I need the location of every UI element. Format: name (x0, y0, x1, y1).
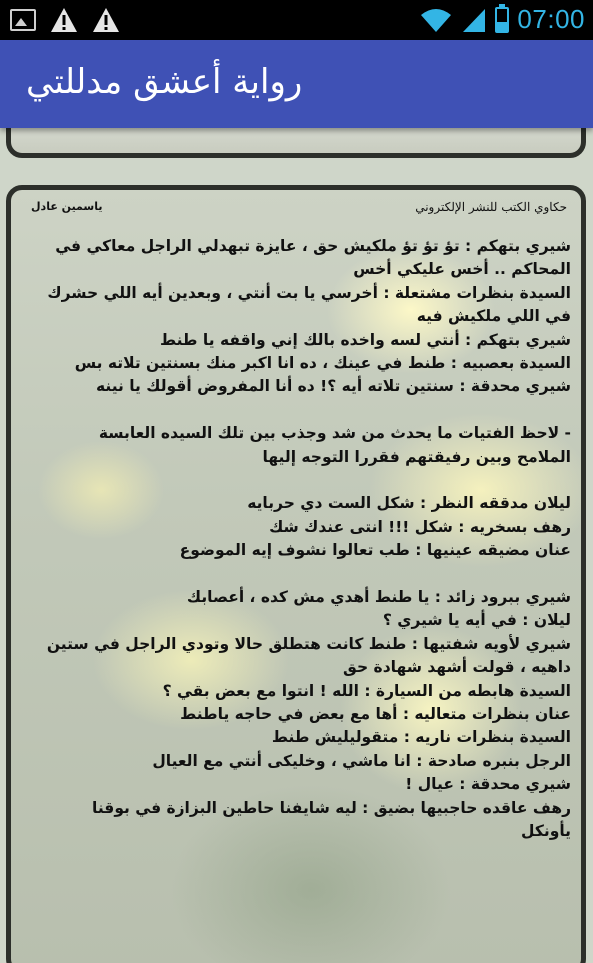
story-line: شيري بتهكم : أنتي لسه واخده بالك إني واقفه يا طنط (159, 330, 571, 349)
story-line: ليلان : في أيه يا شيري ؟ (382, 611, 571, 630)
story-line: شيري لأويه شفتيها : طنط كانت هتطلق حالا وتودي الراجل في ستين (46, 634, 571, 653)
story-line: - لاحظ الفتيات ما يحدث من شد وجذب بين تلك السيده العابسة (98, 424, 571, 443)
story-line: شيري محدقة : سنتين تلاته أيه ؟! ده أنا المفروض أقولك يا نينه (95, 377, 571, 396)
story-line: يأونكل (521, 822, 571, 841)
story-line: السيدة بنظرات مشتعلة : أخرسي يا بت أنتي ، وبعدين أيه اللي حشرك (47, 283, 571, 302)
story-line: رهف عاقده حاجبيها بضيق : ليه شايفنا حاطين البزازة في بوقنا (92, 798, 571, 817)
battery-icon (495, 7, 509, 33)
story-line: عنان بنظرات متعاليه : أها مع بعض في حاجه ياطنط (180, 705, 571, 724)
story-line (19, 399, 571, 422)
story-line: ليلان مدققه النظر : شكل الست دي حربايه (247, 494, 571, 513)
warning-icon (50, 7, 78, 33)
story-line: السيدة بعصبيه : طنط في عينك ، ده انا اكبر منك بسنتين تلاته بس (74, 354, 571, 373)
story-line (19, 469, 571, 492)
page-header (25, 200, 567, 220)
story-line: في اللي ملكيش فيه (416, 307, 571, 326)
story-line: داهيه ، قولت أشهد شهادة حق (343, 658, 571, 677)
story-line: شيري ببرود زائد : يا طنط أهدي مش كده ، أعصابك (186, 588, 571, 607)
story-line: شيري محدقة : عيال ! (405, 775, 571, 794)
signal-icon (461, 6, 487, 34)
story-line: شيري بتهكم : تؤ تؤ تؤ ملكيش حق ، عايزة تبهدلي الراجل معاكي في (55, 237, 571, 255)
notification-icons (10, 7, 120, 33)
story-line: الملامح وبين رفيقتهم فقررا التوجه إليها (262, 447, 571, 466)
wifi-icon (419, 6, 453, 34)
story-line (19, 563, 571, 586)
story-line: السيدة بنظرات ناريه : متقوليليش طنط (271, 728, 571, 747)
story-line: عنان مضيقه عينيها : طب تعالوا نشوف إيه الموضوع (179, 541, 571, 560)
status-bar (0, 0, 593, 40)
author-name: ياسمين عادل (31, 200, 103, 213)
publisher-name: حكاوي الكتب للنشر الإلكتروني (415, 200, 567, 214)
app-bar (0, 40, 593, 128)
clock: 07:00 (517, 4, 585, 34)
story-line: الرجل بنبره صادحة : انا ماشي ، وخليكى أنتي مع العيال (152, 751, 571, 770)
warning-icon (92, 7, 120, 33)
system-icons (419, 4, 585, 35)
story-line: رهف بسخريه : شكل !!! انتى عندك شك (269, 517, 571, 536)
app-title: رواية أعشق مدللتي (26, 62, 303, 102)
story-page-card[interactable] (6, 185, 586, 963)
image-icon (10, 9, 36, 31)
story-text (19, 235, 571, 844)
story-line: المحاكم .. أخس عليكي أخس (353, 260, 571, 279)
story-line: السيدة هابطه من السيارة : الله ! انتوا مع بعض بقي ؟ (162, 681, 571, 700)
